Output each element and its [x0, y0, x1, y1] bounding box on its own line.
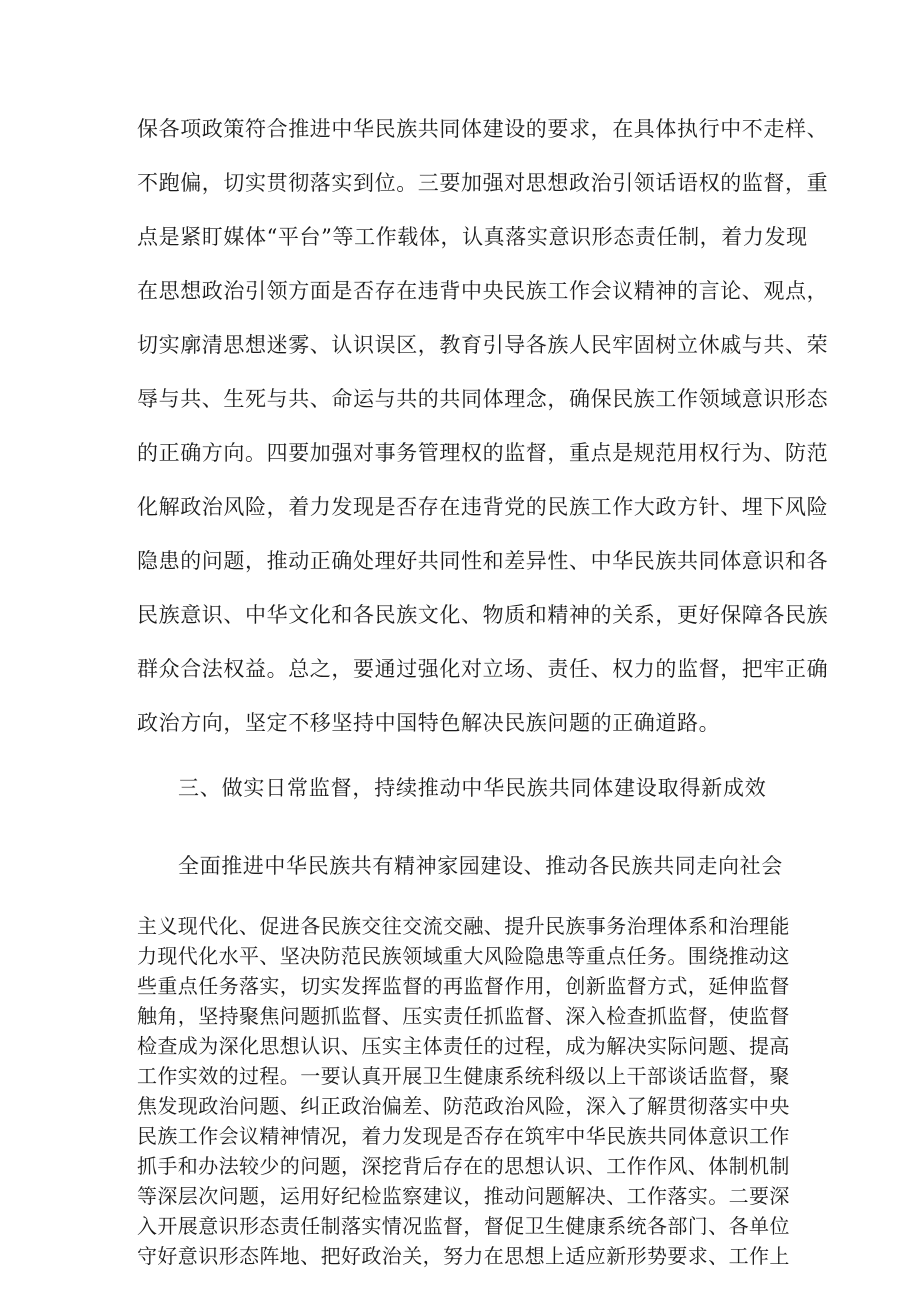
section-heading: 三、做实日常监督，持续推动中华民族共同体建设取得新成效 — [178, 776, 767, 800]
paragraph-line: 不跑偏，切实贯彻落实到位。三要加强对思想政治引领话语权的监督，重 — [137, 171, 829, 195]
paragraph-line: 焦发现政治问题、纠正政治偏差、防范政治风险，深入了解贯彻落实中央 — [137, 1094, 790, 1118]
paragraph-line: 群众合法权益。总之，要通过强化对立场、责任、权力的监督，把牢正确 — [137, 657, 829, 681]
paragraph-line: 工作实效的过程。一要认真开展卫生健康系统科级以上干部谈话监督，聚 — [137, 1064, 790, 1088]
paragraph-line: 政治方向，坚定不移坚持中国特色解决民族问题的正确道路。 — [137, 711, 721, 735]
paragraph-line: 等深层次问题，运用好纪检监察建议，推动问题解决、工作落实。二要深 — [137, 1184, 790, 1208]
paragraph-first-line: 全面推进中华民族共有精神家园建设、推动各民族共同走向社会 — [178, 854, 783, 878]
paragraph-line: 些重点任务落实，切实发挥监督的再监督作用，创新监督方式，延伸监督 — [137, 974, 790, 998]
paragraph-line: 隐患的问题，推动正确处理好共同性和差异性、中华民族共同体意识和各 — [137, 549, 829, 573]
paragraph-line: 辱与共、生死与共、命运与共的共同体理念，确保民族工作领域意识形态 — [137, 387, 829, 411]
paragraph-line: 力现代化水平、坚决防范民族领域重大风险隐患等重点任务。围绕推动这 — [137, 944, 790, 968]
paragraph-line: 入开展意识形态责任制落实情况监督，督促卫生健康系统各部门、各单位 — [137, 1214, 790, 1238]
paragraph-line: 的正确方向。四要加强对事务管理权的监督，重点是规范用权行为、防范 — [137, 441, 829, 465]
paragraph-line: 在思想政治引领方面是否存在违背中央民族工作会议精神的言论、观点， — [137, 279, 829, 303]
paragraph-line: 民族意识、中华文化和各民族文化、物质和精神的关系，更好保障各民族 — [137, 603, 829, 627]
paragraph-line: 检查成为深化思想认识、压实主体责任的过程，成为解决实际问题、提高 — [137, 1034, 790, 1058]
paragraph-line: 守好意识形态阵地、把好政治关，努力在思想上适应新形势要求、工作上 — [137, 1244, 790, 1268]
paragraph-line: 保各项政策符合推进中华民族共同体建设的要求，在具体执行中不走样、 — [137, 117, 829, 141]
paragraph-line: 触角，坚持聚焦问题抓监督、压实责任抓监督、深入检查抓监督，使监督 — [137, 1004, 790, 1028]
paragraph-line: 化解政治风险，着力发现是否存在违背党的民族工作大政方针、埋下风险 — [137, 495, 829, 519]
paragraph-line: 抓手和办法较少的问题，深挖背后存在的思想认识、工作作风、体制机制 — [137, 1154, 790, 1178]
paragraph-line: 切实廓清思想迷雾、认识误区，教育引导各族人民牢固树立休戚与共、荣 — [137, 333, 829, 357]
paragraph-line: 民族工作会议精神情况，着力发现是否存在筑牢中华民族共同体意识工作 — [137, 1124, 790, 1148]
paragraph-line: 主义现代化、促进各民族交往交流交融、提升民族事务治理体系和治理能 — [137, 914, 790, 938]
paragraph-line: 点是紧盯媒体“平台”等工作载体，认真落实意识形态责任制，着力发现 — [137, 225, 808, 249]
